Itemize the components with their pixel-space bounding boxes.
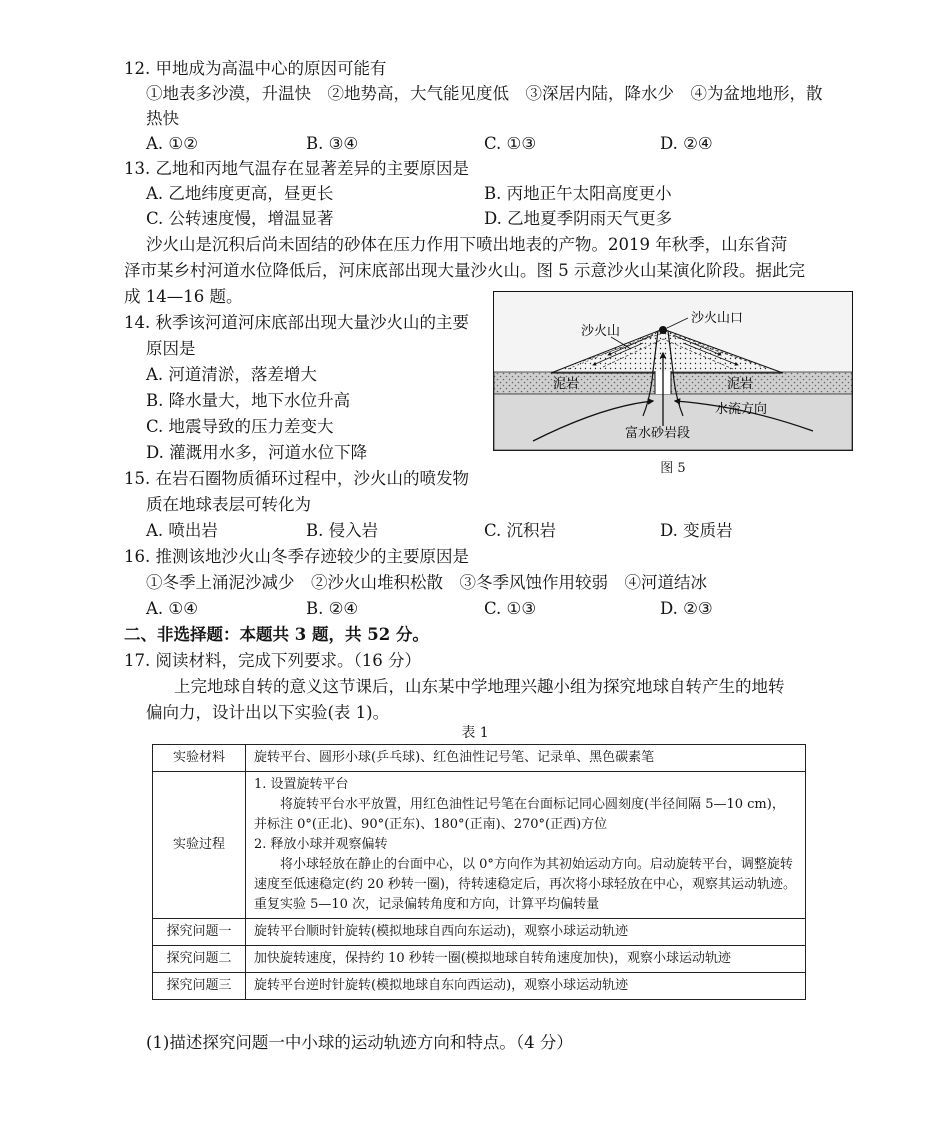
step-1-title: 1. 设置旋转平台 (254, 777, 349, 792)
q12-option-d[interactable]: D. ②④ (660, 134, 713, 153)
q16-items: ①冬季上涌泥沙减少 ②沙火山堆积松散 ③冬季风蚀作用较弱 ④河道结冰 (146, 573, 707, 592)
table-header-cell: 探究问题一 (153, 919, 246, 946)
q16-option-d[interactable]: D. ②③ (660, 599, 713, 618)
q14-stem-cont: 原因是 (146, 339, 196, 358)
q12-option-a[interactable]: A. ①② (146, 134, 198, 153)
step-2-title: 2. 释放小球并观察偏转 (254, 837, 388, 852)
q13-option-c[interactable]: C. 公转速度慢，增温显著 (146, 209, 334, 228)
table-cell: 旋转平台顺时针旋转(模拟地球自西向东运动)，观察小球运动轨迹 (246, 919, 806, 946)
table-header-cell: 探究问题三 (153, 973, 246, 1000)
step-1-text: 将旋转平台水平放置，用红色油性记号笔在台面标记同心圆刻度(半径间隔 5—10 cm)，并标注 0°(正北)、90°(正东)、180°(正南)、270°(正西)方位 (254, 797, 785, 832)
q14-stem: 14. 秋季该河道河床底部出现大量沙火山的主要 (124, 313, 469, 332)
q13-option-b[interactable]: B. 丙地正午太阳高度更小 (484, 184, 672, 203)
table-cell: 加快旋转速度，保持约 10 秒转一圈(模拟地球自转角速度加快)，观察小球运动轨迹 (246, 946, 806, 973)
table-cell (246, 772, 806, 919)
q12-option-c[interactable]: C. ①③ (484, 134, 537, 153)
q15-option-b[interactable]: B. 侵入岩 (306, 521, 379, 540)
q12-items-cont: 热快 (146, 109, 179, 128)
table-1-title: 表 1 (461, 725, 489, 741)
q15-stem-cont: 质在地球表层可转化为 (146, 495, 311, 514)
label-mudstone-left: 泥岩 (553, 377, 580, 392)
table-row (153, 745, 806, 772)
q17-material-line-1: 上完地球自转的意义这节课后，山东某中学地理兴趣小组为探究地球自转产生的地转 (174, 677, 785, 696)
q15-option-d[interactable]: D. 变质岩 (660, 521, 733, 540)
passage-line-2: 泽市某乡村河道水位降低后，河床底部出现大量沙火山。图 5 示意沙火山某演化阶段。据此完 (124, 261, 805, 280)
vent-mark (659, 326, 667, 334)
q16-stem: 16. 推测该地沙火山冬季存迹较少的主要原因是 (124, 547, 469, 566)
table-header-cell: 探究问题二 (153, 946, 246, 973)
q12-stem: 12. 甲地成为高温中心的原因可能有 (124, 59, 387, 78)
q15-stem: 15. 在岩石圈物质循环过程中，沙火山的喷发物 (124, 469, 469, 488)
q16-option-c[interactable]: C. ①③ (484, 599, 537, 618)
q17-stem: 17. 阅读材料，完成下列要求。（16 分） (124, 651, 421, 670)
label-cone: 沙火山 (581, 324, 621, 339)
q16-option-a[interactable]: A. ①④ (146, 599, 198, 618)
table-row (153, 772, 806, 919)
passage-line-3: 成 14—16 题。 (124, 287, 243, 306)
q17-material-line-2: 偏向力，设计出以下实验(表 1)。 (146, 703, 390, 722)
table-1 (152, 744, 806, 1000)
q16-option-b[interactable]: B. ②④ (306, 599, 359, 618)
q15-option-a[interactable]: A. 喷出岩 (146, 521, 218, 540)
q13-stem: 13. 乙地和丙地气温存在显著差异的主要原因是 (124, 159, 469, 178)
q15-option-c[interactable]: C. 沉积岩 (484, 521, 557, 540)
table-row (153, 973, 806, 1000)
table-header-cell: 实验过程 (153, 772, 246, 919)
table-row (153, 919, 806, 946)
figure-caption: 图 5 (660, 461, 686, 476)
table-cell: 旋转平台、圆形小球(乒乓球)、红色油性记号笔、记录单、黑色碳素笔 (246, 745, 806, 772)
q14-option-c[interactable]: C. 地震导致的压力差变大 (146, 417, 334, 436)
table-header-cell: 实验材料 (153, 745, 246, 772)
q13-option-a[interactable]: A. 乙地纬度更高，昼更长 (146, 184, 334, 203)
table-row (153, 946, 806, 973)
q12-items: ①地表多沙漠，升温快 ②地势高，大气能见度低 ③深居内陆，降水少 ④为盆地地形，散 (146, 84, 823, 103)
q14-option-d[interactable]: D. 灌溉用水多，河道水位下降 (146, 443, 368, 462)
table-cell: 旋转平台逆时针旋转(模拟地球自东向西运动)，观察小球运动轨迹 (246, 973, 806, 1000)
label-aquifer: 富水砂岩段 (625, 426, 691, 441)
q14-option-b[interactable]: B. 降水量大，地下水位升高 (146, 391, 351, 410)
q14-option-a[interactable]: A. 河道清淤，落差增大 (146, 365, 317, 384)
label-mudstone-right: 泥岩 (727, 377, 754, 392)
section-2-heading: 二、非选择题：本题共 3 题，共 52 分。 (124, 625, 429, 644)
label-flow: 水流方向 (715, 402, 768, 417)
passage-line-1: 沙火山是沉积后尚未固结的砂体在压力作用下喷出地表的产物。2019 年秋季，山东省菏 (146, 235, 788, 254)
q17-subquestion-1: (1)描述探究问题一中小球的运动轨迹方向和特点。（4 分） (146, 1033, 573, 1052)
q13-option-d[interactable]: D. 乙地夏季阴雨天气更多 (484, 209, 673, 228)
q12-option-b[interactable]: B. ③④ (306, 134, 359, 153)
label-vent: 沙火山口 (691, 311, 744, 326)
step-2-text: 将小球轻放在静止的台面中心，以 0°方向作为其初始运动方向。启动旋转平台，调整旋转速度至低速稳定(约 20 秒转一圈)，待转速稳定后，再次将小球轻放在中心，观察其运动轨迹。重复实验 5—10 次，记录偏转角度和方向，计算平均偏转量 (254, 857, 796, 912)
aquifer-layer (494, 394, 852, 450)
figure-5-sand-volcano (493, 291, 853, 451)
